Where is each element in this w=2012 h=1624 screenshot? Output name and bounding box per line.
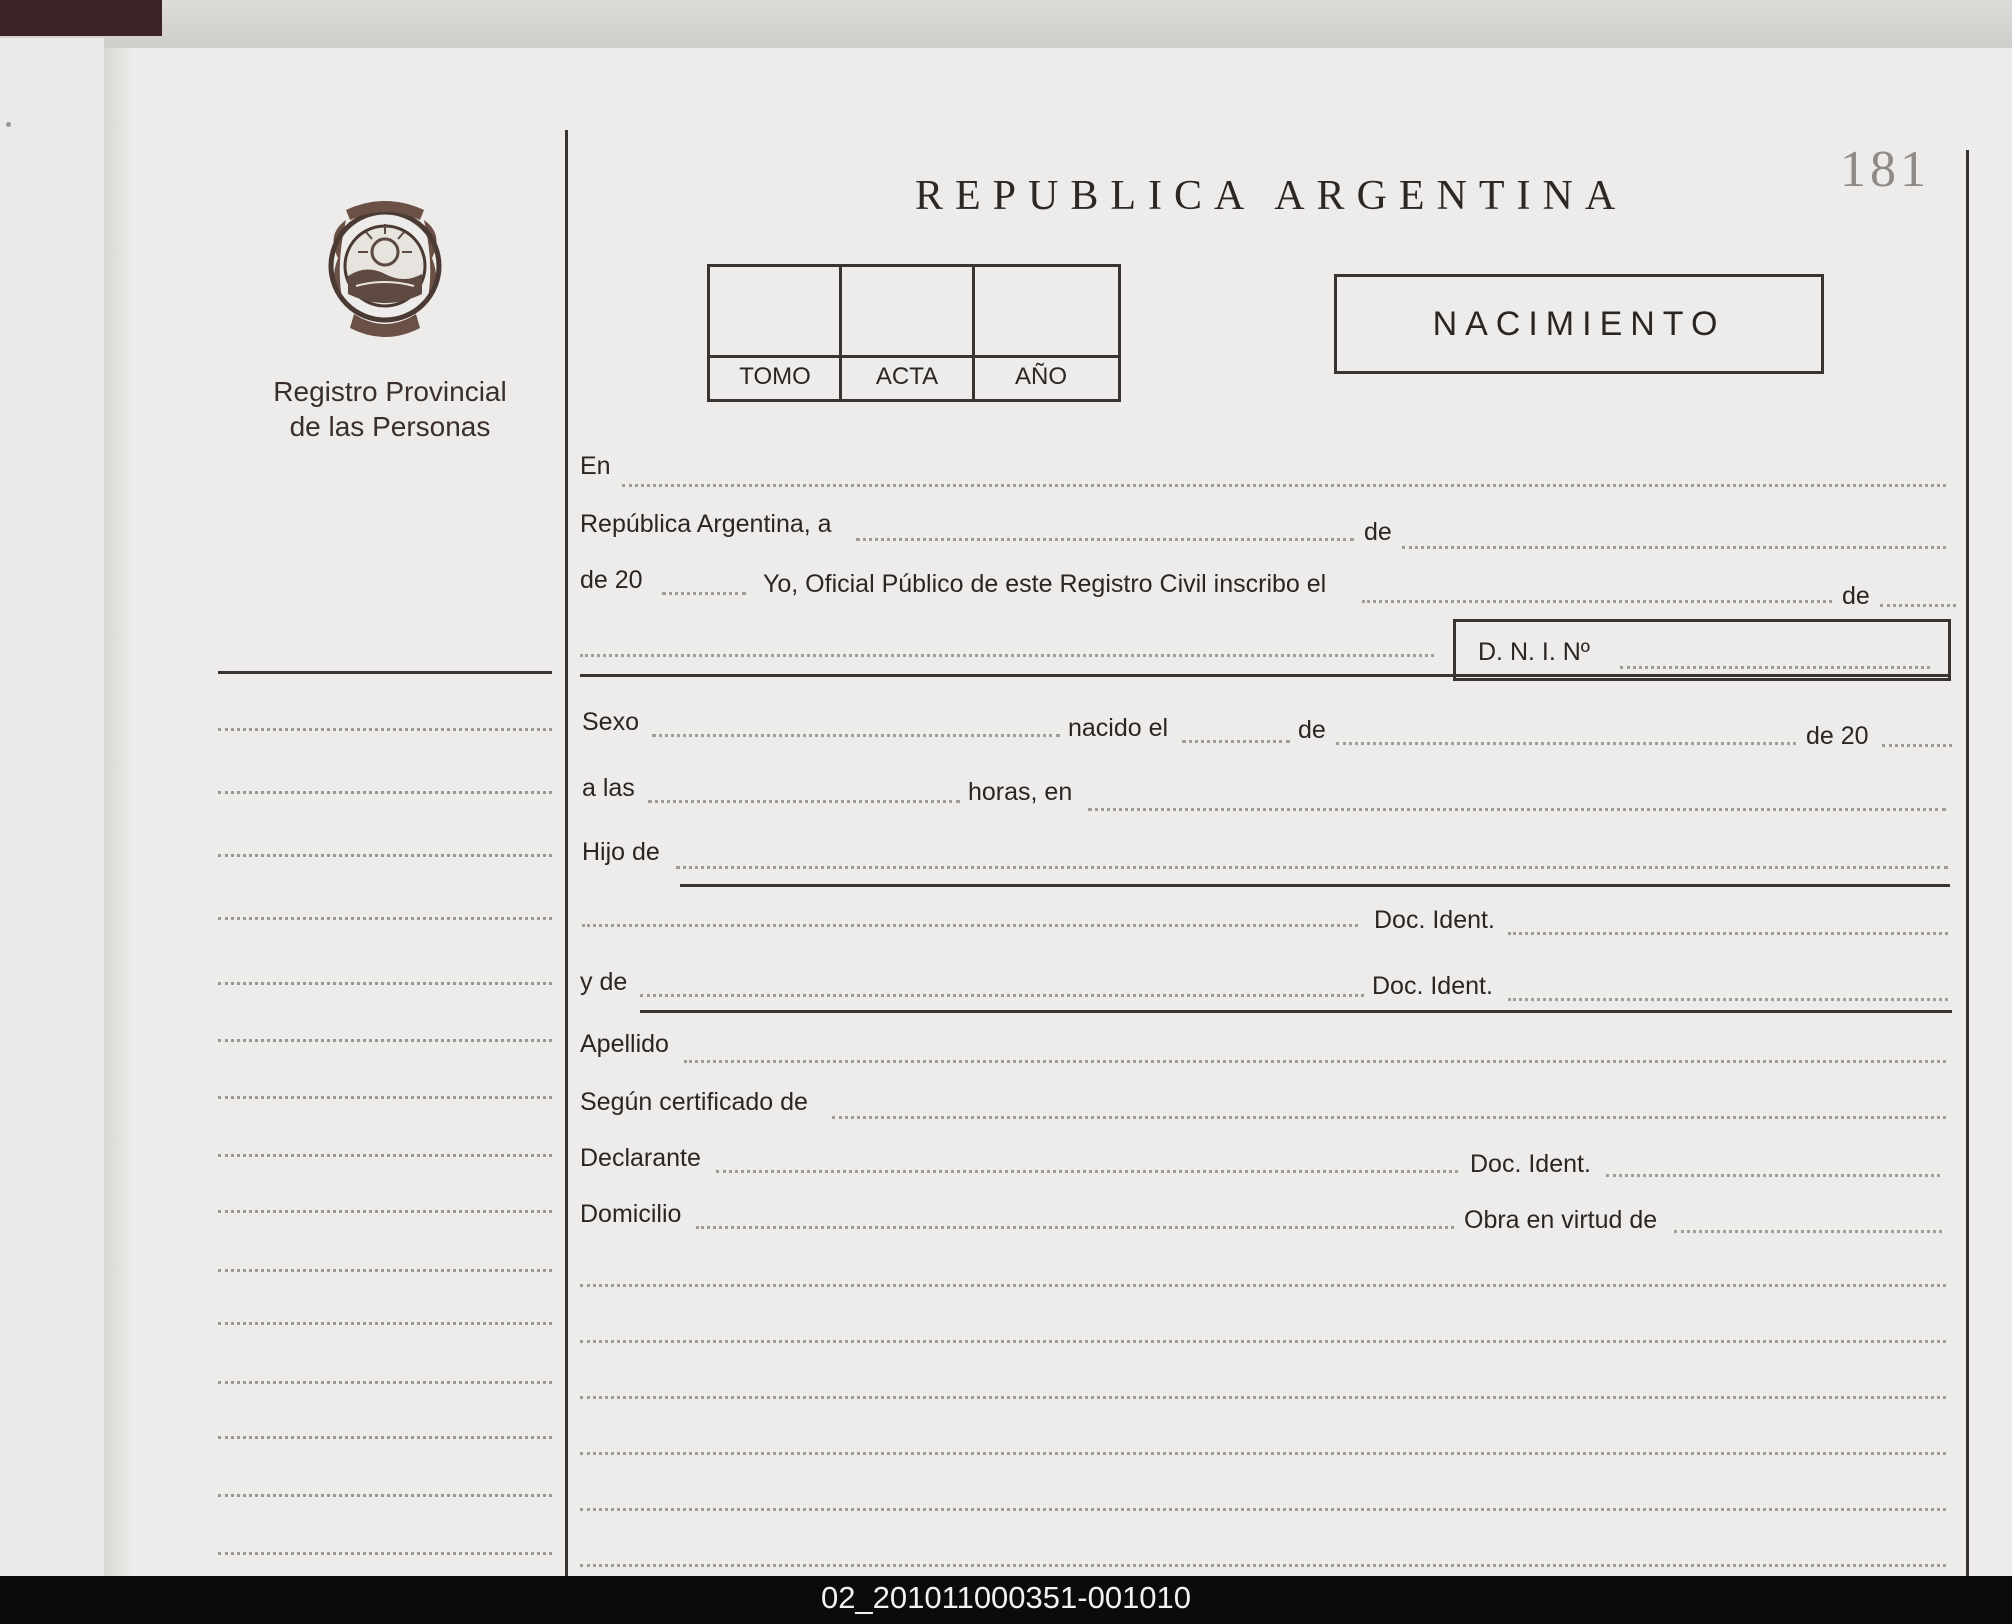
certificado-field[interactable] [832, 1116, 1946, 1119]
en-field[interactable] [622, 484, 1946, 487]
dni-field[interactable] [1620, 666, 1930, 669]
mother-field[interactable] [640, 994, 1364, 997]
a-las-label: a las [582, 774, 635, 802]
binder-edge [0, 0, 162, 36]
stub-line[interactable] [218, 854, 552, 857]
declarante-doc-field[interactable] [1606, 1174, 1940, 1177]
de-label: de [1364, 518, 1392, 546]
stub-line[interactable] [218, 917, 552, 920]
father-doc-field[interactable] [1508, 932, 1948, 935]
stub-divider [218, 671, 552, 674]
page-edge-rule [1966, 150, 1969, 1576]
day-field[interactable] [856, 538, 1354, 541]
stub-line[interactable] [218, 1096, 552, 1099]
dni-label: D. N. I. Nº [1478, 638, 1590, 666]
stub-line[interactable] [218, 1322, 552, 1325]
acta-label: ACTA [875, 363, 939, 390]
obra-label: Obra en virtud de [1464, 1206, 1658, 1234]
continuation-line[interactable] [580, 1564, 1946, 1567]
record-type-box: NACIMIENTO [1334, 274, 1824, 374]
year-prefix-label: de 20 [580, 566, 643, 594]
domicilio-label: Domicilio [580, 1200, 682, 1228]
sexo-field[interactable] [652, 734, 1060, 737]
horas-label: horas, en [968, 778, 1073, 806]
continuation-line[interactable] [580, 1452, 1946, 1455]
inscribo-field[interactable] [1362, 600, 1832, 603]
birth-month-field[interactable] [1336, 742, 1796, 745]
continuation-line[interactable] [580, 1340, 1946, 1343]
table-divider [972, 267, 975, 399]
obra-field[interactable] [1674, 1230, 1942, 1233]
paper-mark [6, 122, 11, 127]
table-divider [710, 355, 1118, 358]
apellido-field[interactable] [684, 1060, 1946, 1063]
domicilio-field[interactable] [696, 1226, 1454, 1229]
declarante-label: Declarante [580, 1144, 701, 1172]
doc-ident-label: Doc. Ident. [1374, 906, 1495, 934]
stub-line[interactable] [218, 1494, 552, 1497]
father-name-field[interactable] [582, 924, 1358, 927]
provincial-seal-icon [316, 194, 454, 346]
organization-name [232, 374, 548, 444]
facing-page [0, 38, 106, 1578]
doc-ident-label: Doc. Ident. [1470, 1150, 1591, 1178]
birthplace-field[interactable] [1088, 808, 1946, 811]
continuation-line[interactable] [580, 1396, 1946, 1399]
apellido-label: Apellido [580, 1030, 669, 1058]
background-strip [0, 0, 2012, 50]
year-field[interactable] [662, 592, 746, 595]
country-title: REPUBLICA ARGENTINA [915, 173, 1628, 219]
continuation-line[interactable] [580, 1284, 1946, 1287]
birth-year-field[interactable] [1882, 744, 1952, 747]
page-gutter [104, 48, 132, 1578]
stub-line[interactable] [218, 1436, 552, 1439]
anio-label: AÑO [1014, 363, 1067, 390]
year-prefix-label: de 20 [1806, 722, 1869, 750]
stub-line[interactable] [218, 1039, 552, 1042]
stub-line[interactable] [218, 1381, 552, 1384]
image-caption: 02_201011000351-001010 [820, 1580, 1192, 1615]
oficial-label: Yo, Oficial Público de este Registro Civil inscribo el [763, 570, 1327, 598]
tomo-label: TOMO [739, 363, 811, 390]
stub-line[interactable] [218, 728, 552, 731]
org-line-2: de las Personas [289, 411, 491, 442]
section-divider [640, 1010, 1952, 1013]
sexo-label: Sexo [582, 708, 639, 736]
stub-line[interactable] [218, 1552, 552, 1555]
stub-line[interactable] [218, 982, 552, 985]
father-field[interactable] [676, 866, 1948, 869]
stub-line[interactable] [218, 1269, 552, 1272]
doc-ident-label: Doc. Ident. [1372, 972, 1493, 1000]
stub-line[interactable] [218, 791, 552, 794]
de-label: de [1842, 582, 1870, 610]
nacido-label: nacido el [1068, 714, 1169, 742]
section-divider [680, 884, 1950, 887]
declarante-field[interactable] [716, 1170, 1458, 1173]
section-divider [580, 674, 1950, 677]
mother-doc-field[interactable] [1508, 998, 1948, 1001]
birth-day-field[interactable] [1182, 740, 1290, 743]
continuation-line[interactable] [580, 1508, 1946, 1511]
month-field[interactable] [1402, 546, 1946, 549]
y-de-label: y de [580, 968, 628, 996]
hour-field[interactable] [648, 800, 960, 803]
republica-label: República Argentina, a [580, 510, 832, 538]
org-line-1: Registro Provincial [273, 376, 507, 407]
name-field[interactable] [580, 654, 1434, 657]
en-label: En [580, 452, 611, 480]
stub-line[interactable] [218, 1210, 552, 1213]
de-label: de [1298, 716, 1326, 744]
segun-label: Según certificado de [580, 1088, 808, 1116]
margin-divider [565, 130, 568, 1576]
page-number: 181 [1840, 141, 1930, 198]
inscribo-month-field[interactable] [1880, 604, 1956, 607]
stub-line[interactable] [218, 1154, 552, 1157]
hijo-label: Hijo de [582, 838, 660, 866]
record-number-table [707, 264, 1121, 402]
